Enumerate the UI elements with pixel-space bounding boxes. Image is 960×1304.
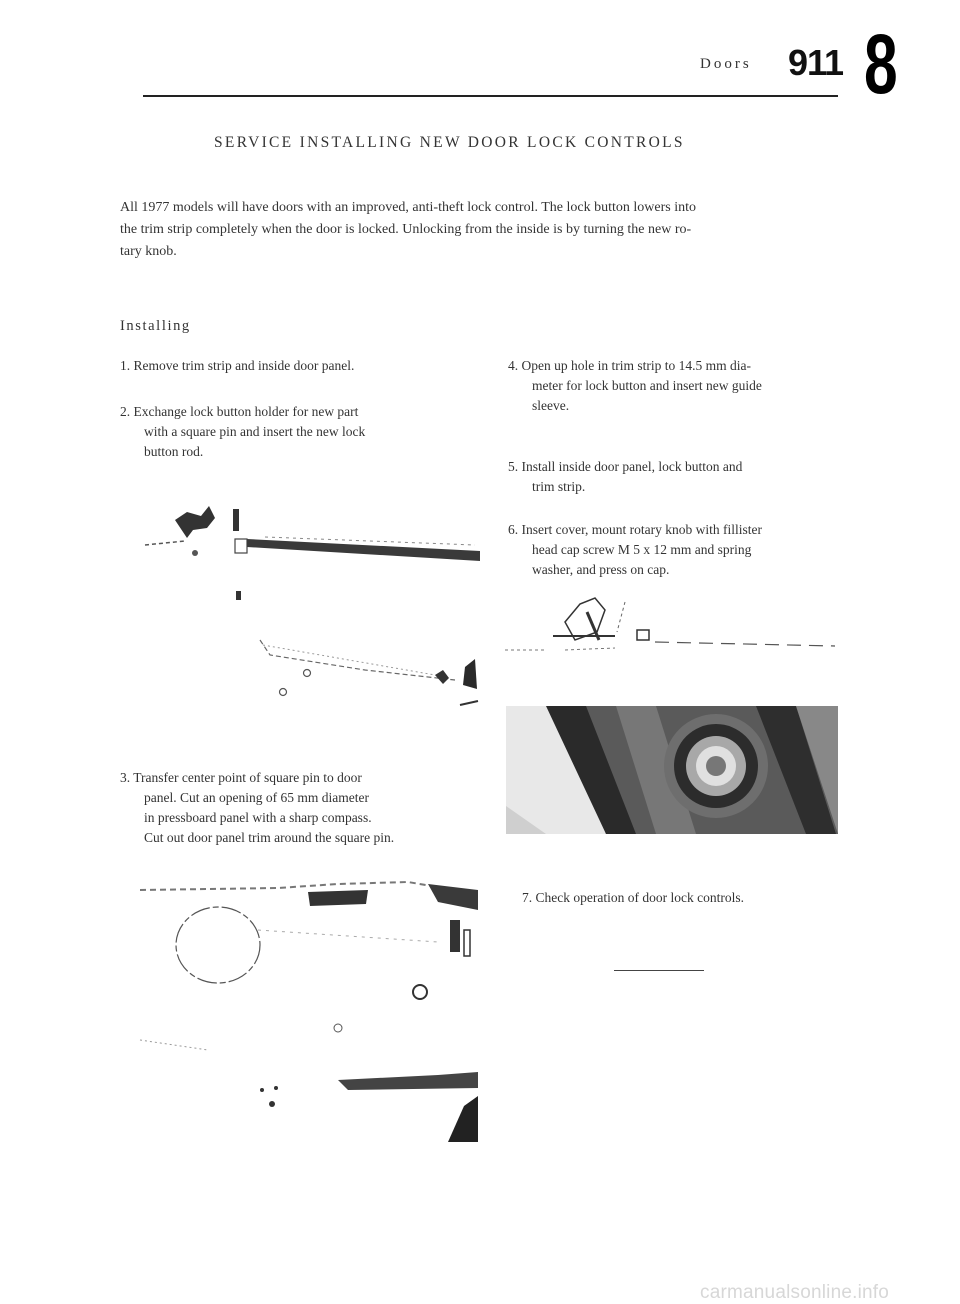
step-text: Open up hole in trim strip to 14.5 mm dia-	[521, 358, 751, 373]
step-7	[522, 888, 744, 908]
step-text: Cut out door panel trim around the square pin.	[144, 830, 395, 845]
step-3	[120, 768, 394, 848]
step-2	[120, 402, 365, 462]
section-title: Doors	[700, 56, 752, 72]
step-number: 7.	[522, 890, 533, 905]
step-text: panel. Cut an opening of 65 mm diameter	[144, 790, 369, 805]
rotary-knob-photo	[506, 706, 838, 834]
step-number: 2.	[120, 404, 131, 419]
step-text: washer, and press on cap.	[532, 562, 670, 577]
step-text: trim strip.	[532, 479, 586, 494]
step-text: head cap screw M 5 x 12 mm and spring	[532, 542, 752, 557]
door-panel-opening-illustration	[138, 880, 488, 1145]
step-text: button rod.	[144, 444, 204, 459]
step-text: in pressboard panel with a sharp compass.	[144, 810, 372, 825]
intro-paragraph	[120, 197, 840, 263]
step-number: 3.	[120, 770, 131, 785]
step-text: Remove trim strip and inside door panel.	[133, 358, 355, 373]
step-text: sleeve.	[532, 398, 570, 413]
header-rule	[143, 95, 838, 97]
step-5	[508, 457, 742, 497]
chapter-number: 8	[864, 17, 898, 111]
intro-line: All 1977 models will have doors with an improved, anti-theft lock control. The lock button lowers into	[120, 200, 696, 215]
intro-line: the trim strip completely when the door is locked. Unlocking from the inside is by turning the new ro-	[120, 222, 692, 237]
rotary-knob-exploded-illustration	[505, 592, 840, 662]
page-title: SERVICE INSTALLING NEW DOOR LOCK CONTROLS	[214, 134, 685, 151]
step-text: meter for lock button and insert new guide	[532, 378, 762, 393]
step-text: Check operation of door lock controls.	[535, 890, 744, 905]
step-text: Transfer center point of square pin to door	[133, 770, 362, 785]
intro-line: tary knob.	[120, 244, 177, 259]
step-4	[508, 356, 762, 416]
step-number: 5.	[508, 459, 519, 474]
step-number: 4.	[508, 358, 519, 373]
lock-button-rod-illustration	[135, 495, 485, 720]
step-number: 1.	[120, 358, 131, 373]
step-text: Insert cover, mount rotary knob with fillister	[521, 522, 763, 537]
step-number: 6.	[508, 522, 519, 537]
model-number: 911	[788, 42, 844, 83]
step-1	[120, 356, 354, 376]
step-text: with a square pin and insert the new lock	[144, 424, 366, 439]
subheading: Installing	[120, 318, 191, 334]
watermark: carmanualsonline.info	[700, 1282, 890, 1303]
step-text: Exchange lock button holder for new part	[133, 404, 359, 419]
end-rule	[614, 970, 704, 971]
step-text: Install inside door panel, lock button and	[521, 459, 743, 474]
step-6	[508, 520, 762, 580]
